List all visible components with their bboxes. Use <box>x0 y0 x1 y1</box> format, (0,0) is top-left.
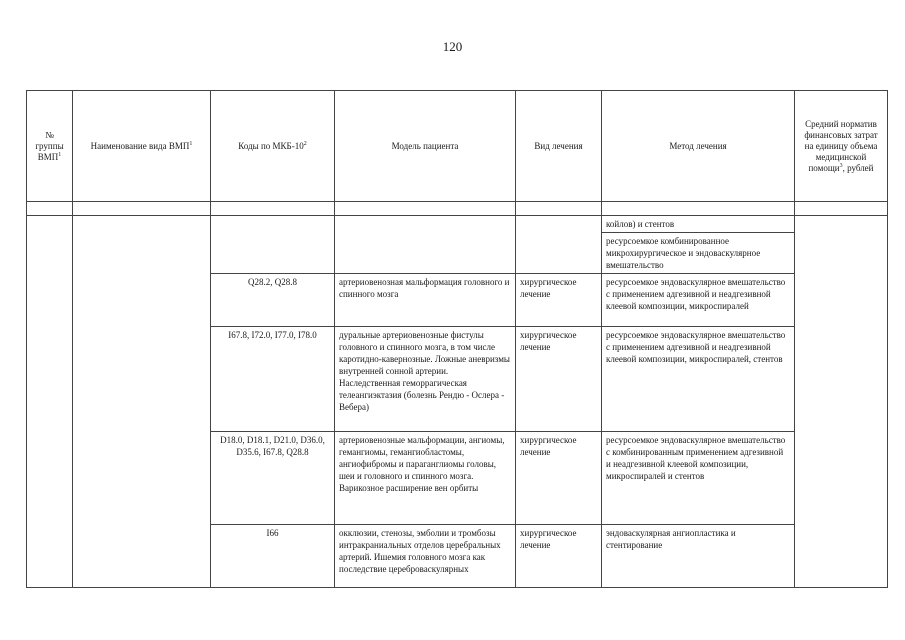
header-group-no: № группы ВМП$^1$ <box>27 91 73 202</box>
type-cell: хирургическое лечение <box>516 327 602 432</box>
method-cell: койлов) и стентов <box>602 216 795 233</box>
header-treatment-type: Вид лечения <box>516 91 602 202</box>
method-cell: ресурсоемкое эндоваскулярное вмешательство с комбинированным применением адгезивной и неадгезивной клеевой композиции, микроспиралей и стентов <box>602 432 795 525</box>
group-no-cell <box>27 216 73 588</box>
type-cell: хирургическое лечение <box>516 525 602 588</box>
codes-cell <box>211 216 335 274</box>
header-patient-model: Модель пациента <box>335 91 516 202</box>
codes-cell: Q28.2, Q28.8 <box>211 274 335 327</box>
type-cell <box>516 216 602 274</box>
codes-cell: D18.0, D18.1, D21.0, D36.0, D35.6, I67.8, Q28.8 <box>211 432 335 525</box>
model-cell: дуральные артериовенозные фистулы головного и спинного мозга, в том числе каротидно-кавернозные. Ложные аневризмы внутренней сонной артерии. Наследственная геморрагическая телеангиэктазия (болезнь Рендю - Ослера - Вебера) <box>335 327 516 432</box>
type-cell: хирургическое лечение <box>516 432 602 525</box>
page-number: 120 <box>442 39 463 54</box>
vmp-table <box>26 90 888 588</box>
codes-cell: I67.8, I72.0, I77.0, I78.0 <box>211 327 335 432</box>
codes-cell: I66 <box>211 525 335 588</box>
table-row <box>27 216 888 233</box>
header-icd-codes: Коды по МКБ-$10^2$ <box>211 91 335 202</box>
spacer-row <box>27 202 888 216</box>
model-cell: артериовенозные мальформации, ангиомы, гемангиомы, гемангиобластомы, ангиофибромы и параганглиомы головы, шеи и головного и спинного мозга. Варикозное расширение вен орбиты <box>335 432 516 525</box>
method-cell: ресурсоемкое эндоваскулярное вмешательство с применением адгезивной и неадгезивной клеевой композиции, микроспиралей <box>602 274 795 327</box>
model-cell: артериовенозная мальформация головного и спинного мозга <box>335 274 516 327</box>
method-cell: эндоваскулярная ангиопластика и стентирование <box>602 525 795 588</box>
avg-cost-cell <box>795 216 888 588</box>
vmp-name-cell <box>73 216 211 588</box>
method-cell: ресурсоемкое эндоваскулярное вмешательство с применением адгезивной и неадгезивной клеевой композиции, микроспиралей, стентов <box>602 327 795 432</box>
header-row <box>27 91 888 202</box>
type-cell: хирургическое лечение <box>516 274 602 327</box>
header-vmp-name: Наименование вида ВМП$^1$ <box>73 91 211 202</box>
header-avg-cost: Средний норматив финансовых затрат на единицу объема медицинской помощи$^3$, рублей <box>795 91 888 202</box>
model-cell <box>335 216 516 274</box>
header-treatment-method: Метод лечения <box>602 91 795 202</box>
method-cell: ресурсоемкое комбинированное микрохирургическое и эндоваскулярное вмешательство <box>602 233 795 274</box>
model-cell: окклюзии, стенозы, эмболии и тромбозы интракраниальных отделов церебральных артерий. Ишемия головного мозга как последствие цереброваскулярных <box>335 525 516 588</box>
